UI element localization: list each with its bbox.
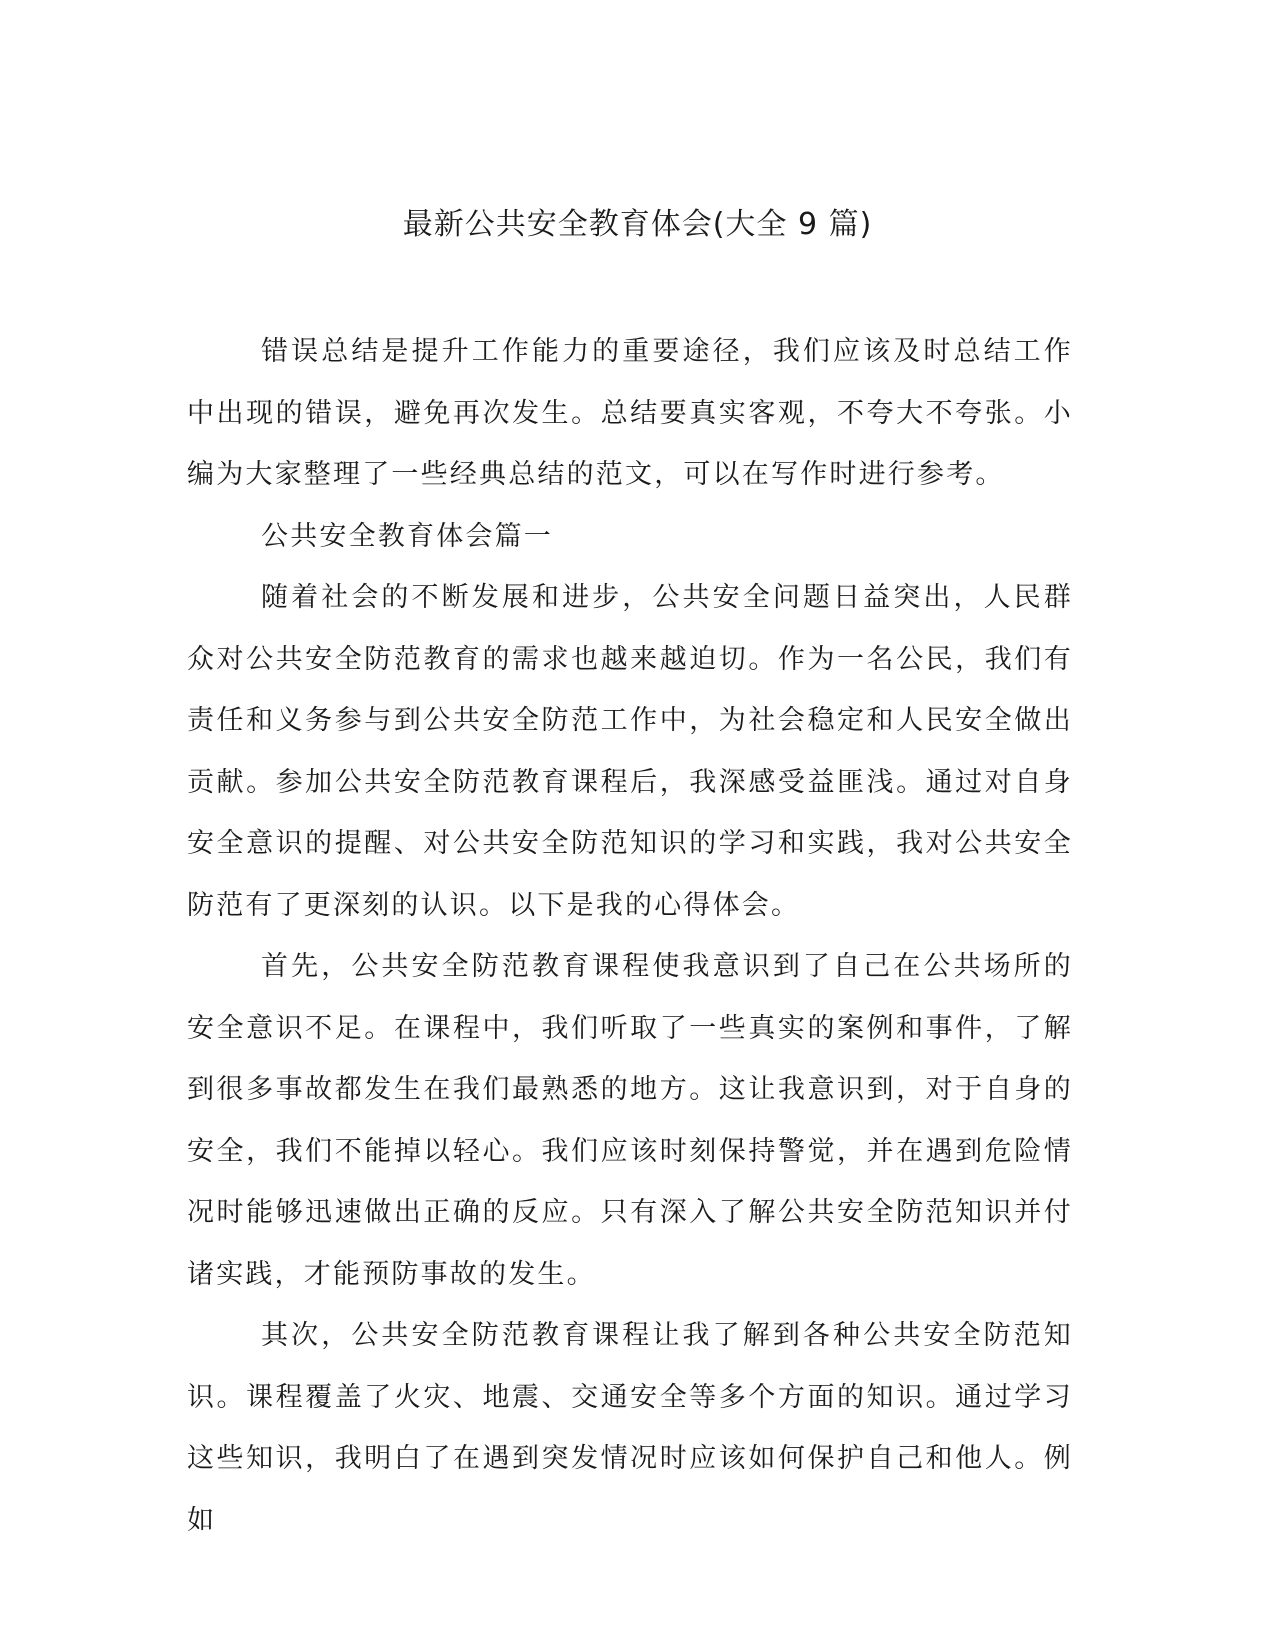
body-paragraph: 其次，公共安全防范教育课程让我了解到各种公共安全防范知识。课程覆盖了火灾、地震、交通安全等多个方面的知识。通过学习这些知识，我明白了在遇到突发情况时应该如何保护自己和他人。例如	[187, 1320, 1073, 1536]
intro-paragraph: 错误总结是提升工作能力的重要途径，我们应该及时总结工作中出现的错误，避免再次发生。总结要真实客观，不夸大不夸张。小编为大家整理了一些经典总结的范文，可以在写作时进行参考。	[187, 336, 1073, 490]
document-title: 最新公共安全教育体会(大全 9 篇)	[402, 207, 873, 242]
body-paragraph: 随着社会的不断发展和进步，公共安全问题日益突出，人民群众对公共安全防范教育的需求也越来越迫切。作为一名公民，我们有责任和义务参与到公共安全防范工作中，为社会稳定和人民安全做出贡献。参加公共安全防范教育课程后，我深感受益匪浅。通过对自身安全意识的提醒、对公共安全防范知识的学习和实践，我对公共安全防范有了更深刻的认识。以下是我的心得体会。	[187, 582, 1073, 921]
document-body	[187, 321, 1073, 1551]
body-paragraph: 首先，公共安全防范教育课程使我意识到了自己在公共场所的安全意识不足。在课程中，我们听取了一些真实的案例和事件，了解到很多事故都发生在我们最熟悉的地方。这让我意识到，对于自身的安全，我们不能掉以轻心。我们应该时刻保持警觉，并在遇到危险情况时能够迅速做出正确的反应。只有深入了解公共安全防范知识并付诸实践，才能预防事故的发生。	[187, 951, 1073, 1290]
section-heading: 公共安全教育体会篇一	[261, 520, 553, 552]
